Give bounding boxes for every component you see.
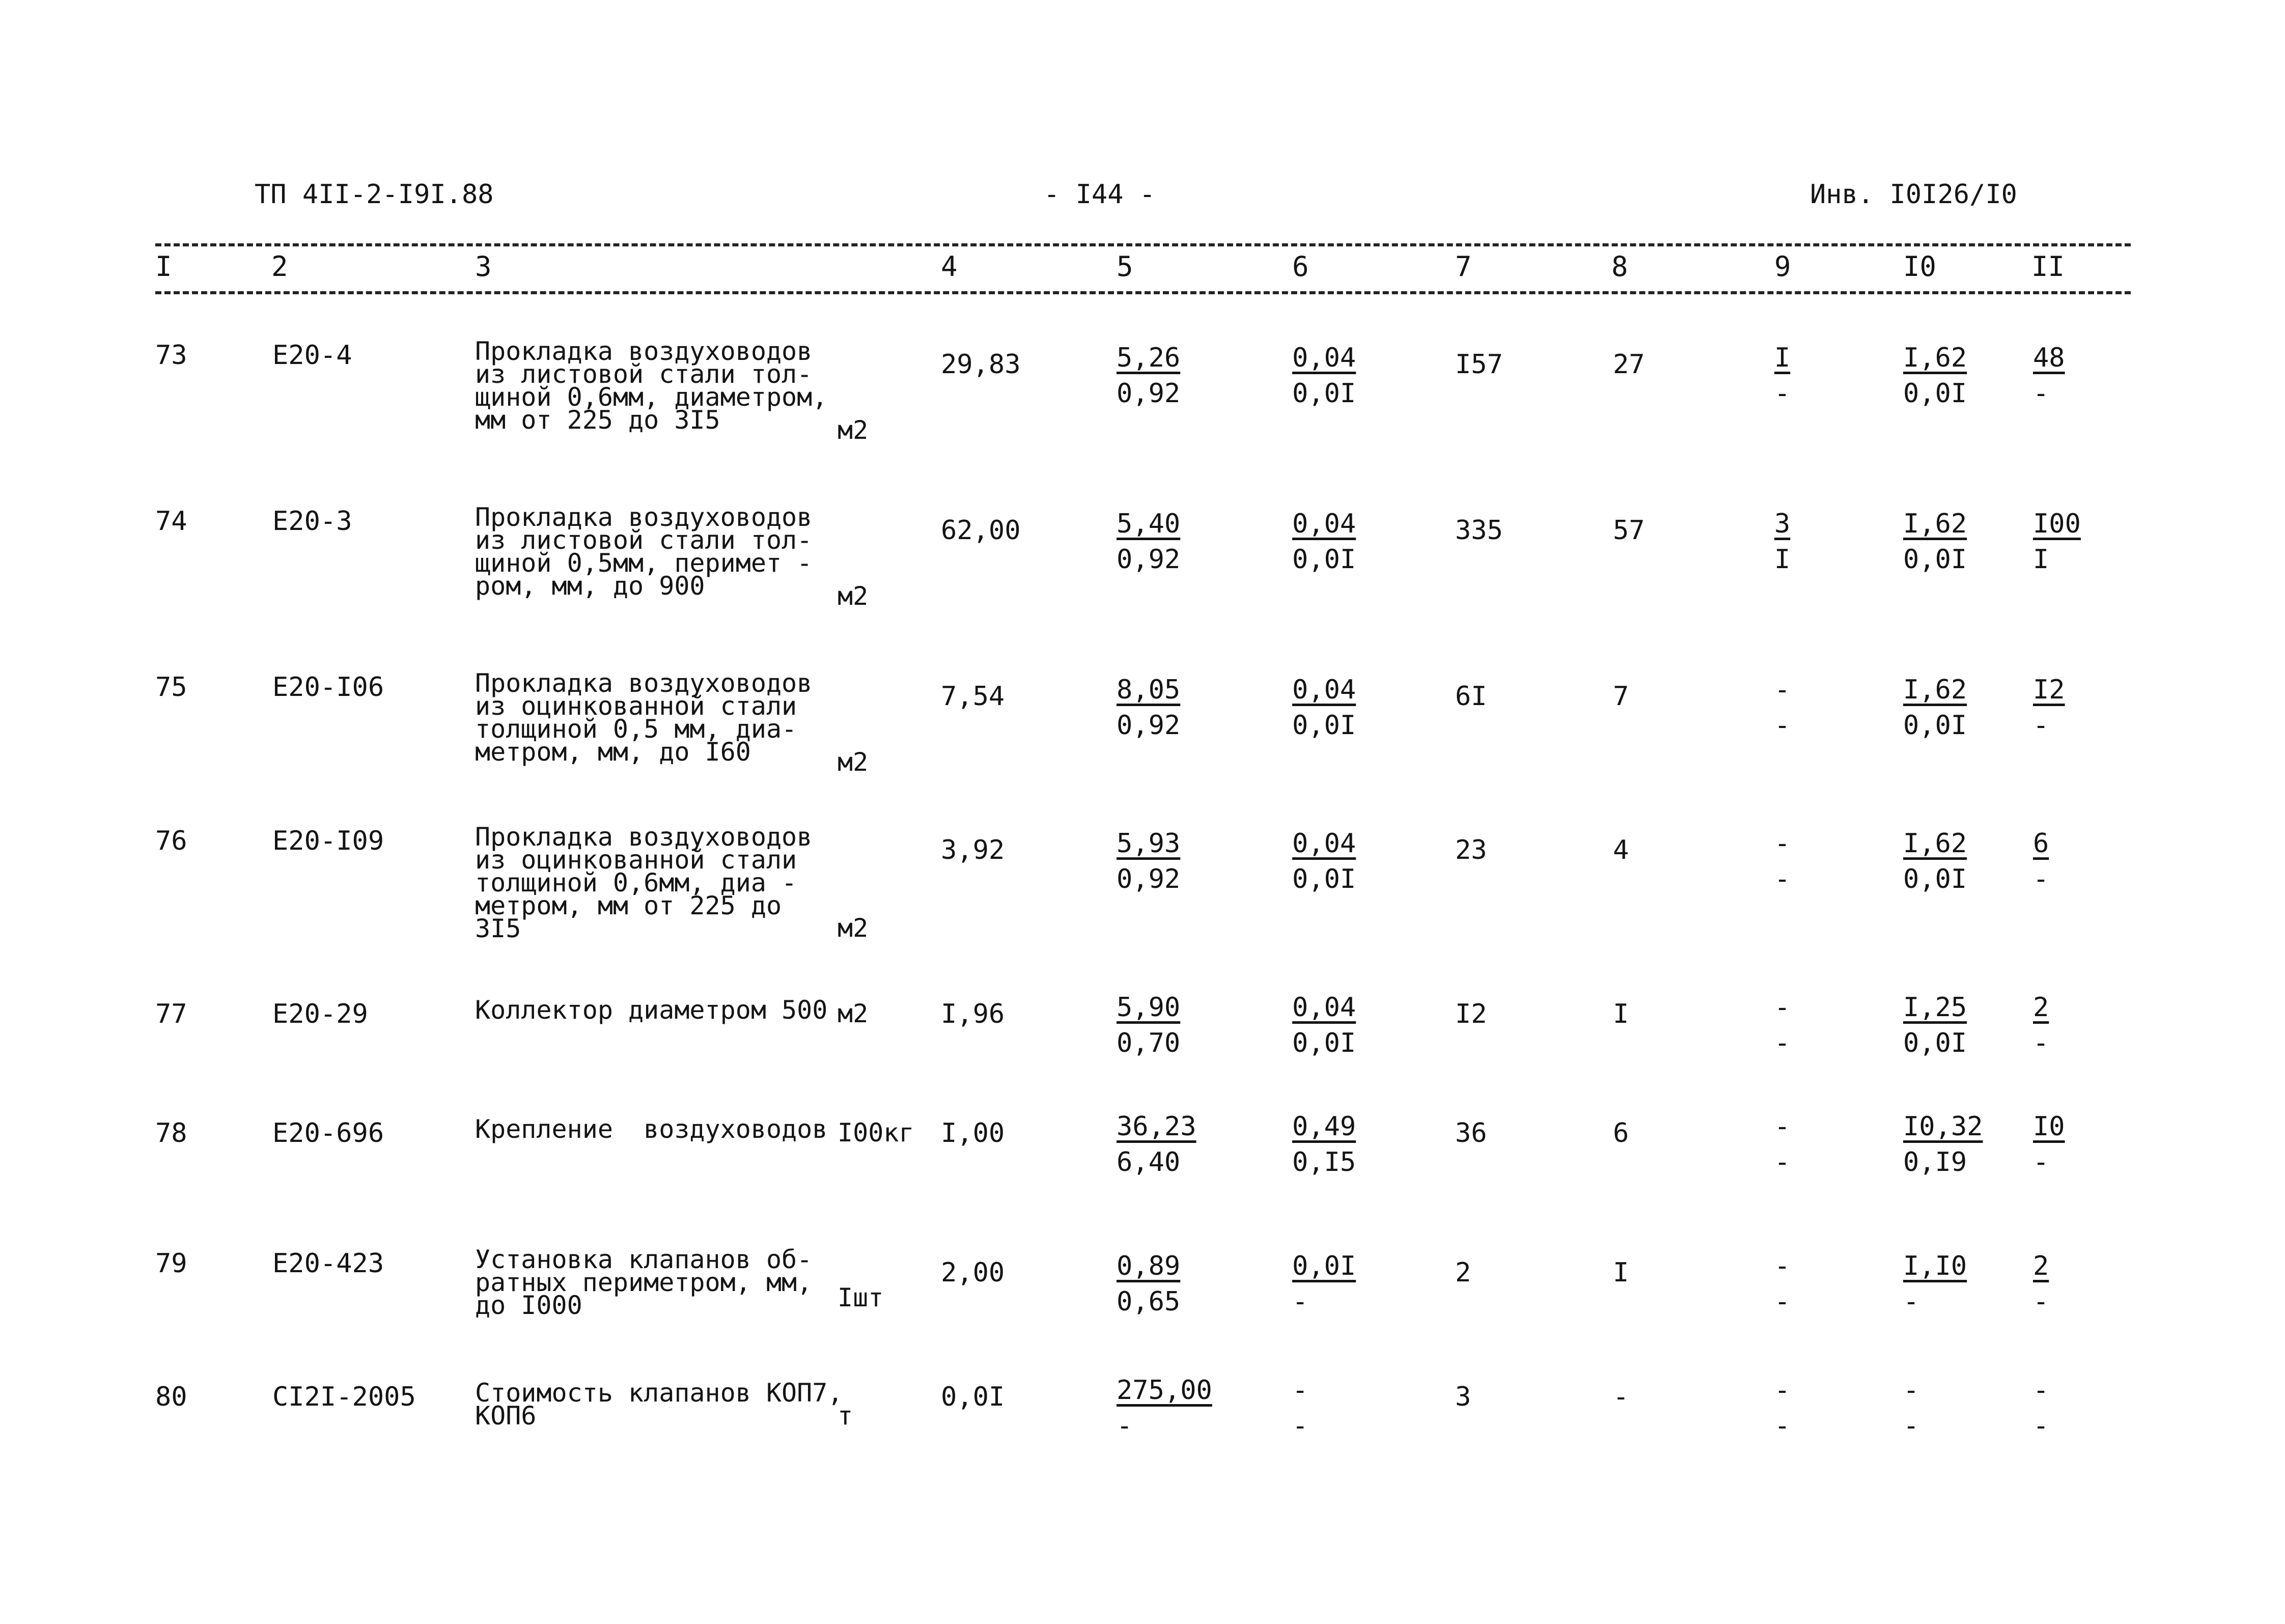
work-description: Прокладка воздуховодов из оцинкованной стали толщиной 0,6мм, диа - метром, мм от 225 до 3I5 — [475, 822, 813, 943]
quantity: 29,83 — [941, 349, 1021, 380]
unit-cost — [1117, 1111, 1196, 1178]
col7-value: 23 — [1455, 835, 1487, 865]
unit-cost — [1117, 992, 1180, 1059]
unit-of-measure: м2 — [838, 415, 869, 445]
col8-value: I — [1613, 1257, 1629, 1288]
col11-value-denominator: I — [2033, 544, 2049, 575]
unit-cost-numerator: 275,00 — [1117, 1375, 1212, 1406]
col11-value-denominator: - — [2033, 864, 2049, 894]
col7-value: I2 — [1455, 999, 1487, 1029]
col9-value-numerator: - — [1774, 1111, 1791, 1142]
col8-value: 6 — [1613, 1118, 1629, 1149]
work-description: Стоимость клапанов КОП7, КОП6 — [475, 1378, 843, 1431]
unit-cost-numerator: 5,93 — [1117, 828, 1181, 859]
unit-cost — [1117, 828, 1180, 895]
col9-value-denominator: - — [1774, 864, 1791, 894]
col11-value-denominator: - — [2033, 1411, 2049, 1441]
col10-value-denominator: 0,0I — [1903, 544, 1967, 575]
unit-cost-denominator: 6,40 — [1117, 1147, 1181, 1178]
unit-cost — [1117, 1375, 1212, 1442]
work-description: Прокладка воздуховодов из листовой стали тол- щиной 0,5мм, перимет - ром, мм, до 900 — [475, 502, 813, 601]
work-description: Крепление воздуховодов — [475, 1114, 828, 1144]
col6-value — [1292, 828, 1356, 895]
col6-value-numerator: 0,49 — [1292, 1111, 1356, 1142]
col9-value-denominator: - — [1774, 1147, 1791, 1178]
col11-value-numerator: 2 — [2033, 992, 2049, 1023]
col11-value-numerator: 48 — [2033, 343, 2065, 373]
col7-value: 36 — [1455, 1118, 1487, 1149]
col11-value-denominator: - — [2033, 1028, 2049, 1058]
col9-value-denominator: - — [1774, 1411, 1791, 1441]
col11-value-denominator: - — [2033, 1147, 2049, 1178]
col6-value-numerator: 0,04 — [1292, 509, 1356, 539]
col6-value — [1292, 342, 1356, 409]
col10-value — [1903, 992, 1967, 1059]
col6-value-denominator: 0,0I — [1292, 544, 1356, 575]
row-number: 79 — [155, 1248, 187, 1279]
col10-value-numerator: I,62 — [1903, 509, 1967, 539]
page-number: - I44 - — [1044, 179, 1156, 210]
col-10-header: I0 — [1903, 250, 1937, 283]
col6-value — [1292, 1375, 1308, 1442]
row-number: 74 — [155, 506, 187, 537]
col8-value: 57 — [1613, 515, 1645, 546]
quantity: I,96 — [941, 999, 1005, 1029]
rate-code: Е20-4 — [272, 340, 352, 371]
col10-value-denominator: 0,0I — [1903, 710, 1967, 741]
col-5-header: 5 — [1117, 250, 1133, 283]
col-7-header: 7 — [1455, 250, 1472, 283]
col11-value — [2033, 674, 2065, 741]
col8-value: 27 — [1613, 349, 1645, 380]
unit-cost-denominator: 0,92 — [1117, 864, 1181, 894]
col9-value-denominator: - — [1774, 378, 1791, 409]
unit-cost-denominator: 0,65 — [1117, 1286, 1181, 1317]
col6-value-numerator: 0,04 — [1292, 675, 1356, 705]
unit-cost — [1117, 508, 1180, 575]
unit-cost-denominator: 0,92 — [1117, 710, 1181, 741]
row-number: 80 — [155, 1382, 187, 1412]
unit-of-measure: м2 — [838, 999, 869, 1028]
unit-cost-numerator: 0,89 — [1117, 1251, 1181, 1281]
work-description: Прокладка воздуховодов из листовой стали тол- щиной 0,6мм, диаметром, мм от 225 до 3I5 — [475, 337, 828, 435]
unit-of-measure: Iшт — [838, 1283, 884, 1312]
unit-cost-denominator: 0,70 — [1117, 1028, 1181, 1058]
col6-value-denominator: - — [1292, 1411, 1308, 1441]
header-rule-top — [155, 243, 2131, 246]
col10-value-numerator: I,62 — [1903, 675, 1967, 705]
col6-value-denominator: 0,0I — [1292, 1028, 1356, 1058]
unit-cost — [1117, 674, 1180, 741]
unit-cost-numerator: 36,23 — [1117, 1111, 1196, 1142]
col9-value — [1774, 992, 1790, 1059]
col-8-header: 8 — [1611, 250, 1628, 283]
unit-cost-numerator: 5,90 — [1117, 992, 1181, 1023]
quantity: 0,0I — [941, 1382, 1005, 1412]
col7-value: 335 — [1455, 515, 1503, 546]
unit-cost — [1117, 342, 1180, 409]
col6-value-denominator: 0,0I — [1292, 710, 1356, 741]
col11-value — [2033, 1250, 2049, 1318]
unit-cost-denominator: 0,92 — [1117, 544, 1181, 575]
col10-value — [1903, 1375, 1919, 1442]
col9-value — [1774, 508, 1790, 575]
work-description: Прокладка воздуховодов из оцинкованной стали толщиной 0,5 мм, диа- метром, мм, до I60 — [475, 668, 813, 767]
col6-value-denominator: - — [1292, 1286, 1308, 1317]
col-11-header: II — [2031, 250, 2065, 283]
col8-value: 4 — [1613, 835, 1629, 865]
col6-value-numerator: 0,04 — [1292, 828, 1356, 859]
col6-value-denominator: 0,I5 — [1292, 1147, 1356, 1178]
col10-value — [1903, 828, 1967, 895]
col9-value — [1774, 1111, 1790, 1178]
col9-value-denominator: - — [1774, 1028, 1791, 1058]
col11-value-numerator: 2 — [2033, 1251, 2049, 1281]
unit-of-measure: м2 — [838, 913, 869, 943]
col7-value: 6I — [1455, 681, 1487, 712]
unit-cost-denominator: 0,92 — [1117, 378, 1181, 409]
col9-value-denominator: - — [1774, 1286, 1791, 1317]
rate-code: СI2I-2005 — [272, 1382, 416, 1412]
rate-code: Е20-29 — [272, 999, 368, 1029]
row-number: 75 — [155, 672, 187, 703]
col10-value-numerator: I,62 — [1903, 828, 1967, 859]
unit-cost-numerator: 5,40 — [1117, 509, 1181, 539]
col10-value-denominator: 0,I9 — [1903, 1147, 1967, 1178]
col9-value-numerator: I — [1774, 343, 1791, 373]
col6-value — [1292, 1250, 1356, 1318]
document-code: ТП 4II-2-I9I.88 — [255, 179, 494, 210]
unit-of-measure: м2 — [838, 581, 869, 611]
col-4-header: 4 — [941, 250, 958, 283]
col10-value-numerator: - — [1903, 1375, 1919, 1406]
quantity: 7,54 — [941, 681, 1005, 712]
col6-value-denominator: 0,0I — [1292, 864, 1356, 894]
unit-cost-numerator: 5,26 — [1117, 343, 1181, 373]
col9-value — [1774, 1375, 1790, 1442]
col10-value — [1903, 342, 1967, 409]
col10-value-denominator: 0,0I — [1903, 864, 1967, 894]
col11-value — [2033, 828, 2049, 895]
col9-value-numerator: - — [1774, 675, 1791, 705]
col6-value — [1292, 992, 1356, 1059]
col10-value-denominator: - — [1903, 1286, 1919, 1317]
unit-of-measure: I00кг — [838, 1118, 914, 1147]
row-number: 77 — [155, 999, 187, 1029]
col-1-header: I — [155, 250, 172, 283]
col8-value: I — [1613, 999, 1629, 1029]
unit-of-measure: т — [838, 1401, 853, 1431]
col9-value-numerator: - — [1774, 992, 1791, 1023]
col6-value-numerator: 0,0I — [1292, 1251, 1356, 1281]
col11-value-numerator: 6 — [2033, 828, 2049, 859]
col11-value-denominator: - — [2033, 378, 2049, 409]
col9-value — [1774, 342, 1790, 409]
col7-value: I57 — [1455, 349, 1503, 380]
col10-value-denominator: 0,0I — [1903, 378, 1967, 409]
quantity: 62,00 — [941, 515, 1021, 546]
col10-value-numerator: I,I0 — [1903, 1251, 1967, 1281]
col10-value — [1903, 1250, 1967, 1318]
col-3-header: 3 — [475, 250, 492, 283]
col6-value — [1292, 1111, 1356, 1178]
rate-code: Е20-3 — [272, 506, 352, 537]
col9-value — [1774, 1250, 1790, 1318]
col11-value-numerator: I00 — [2033, 509, 2081, 539]
col11-value-denominator: - — [2033, 710, 2049, 741]
header-rule-bottom — [155, 291, 2131, 294]
col6-value-denominator: 0,0I — [1292, 378, 1356, 409]
col10-value — [1903, 674, 1967, 741]
rate-code: Е20-696 — [272, 1118, 384, 1149]
col9-value-numerator: - — [1774, 1251, 1791, 1281]
col11-value-numerator: - — [2033, 1375, 2049, 1406]
unit-cost — [1117, 1250, 1180, 1318]
col6-value-numerator: 0,04 — [1292, 343, 1356, 373]
col10-value-numerator: I,62 — [1903, 343, 1967, 373]
col9-value — [1774, 828, 1790, 895]
col7-value: 2 — [1455, 1257, 1471, 1288]
col6-value — [1292, 508, 1356, 575]
col10-value — [1903, 508, 1967, 575]
inventory-number: Инв. I0I26/I0 — [1810, 179, 2017, 210]
row-number: 73 — [155, 340, 187, 371]
col10-value-numerator: I0,32 — [1903, 1111, 1983, 1142]
work-description: Установка клапанов об- ратных периметром, мм, до I000 — [475, 1245, 813, 1320]
col11-value — [2033, 342, 2065, 409]
col9-value-numerator: - — [1774, 828, 1791, 859]
col10-value-denominator: - — [1903, 1411, 1919, 1441]
col10-value — [1903, 1111, 1983, 1178]
col11-value-numerator: I0 — [2033, 1111, 2065, 1142]
col6-value — [1292, 674, 1356, 741]
col11-value-denominator: - — [2033, 1286, 2049, 1317]
col9-value-denominator: - — [1774, 710, 1791, 741]
rate-code: Е20-I09 — [272, 826, 384, 856]
col8-value: - — [1613, 1382, 1629, 1412]
unit-cost-numerator: 8,05 — [1117, 675, 1181, 705]
rate-code: Е20-423 — [272, 1248, 384, 1279]
col11-value — [2033, 992, 2049, 1059]
col10-value-numerator: I,25 — [1903, 992, 1967, 1023]
col11-value — [2033, 1111, 2065, 1178]
col9-value-numerator: - — [1774, 1375, 1791, 1406]
quantity: 3,92 — [941, 835, 1005, 865]
col6-value-numerator: - — [1292, 1375, 1308, 1406]
col6-value-numerator: 0,04 — [1292, 992, 1356, 1023]
unit-cost-denominator: - — [1117, 1411, 1133, 1441]
col-9-header: 9 — [1774, 250, 1791, 283]
col9-value-denominator: I — [1774, 544, 1791, 575]
row-number: 76 — [155, 826, 187, 856]
col11-value — [2033, 508, 2081, 575]
rate-code: Е20-I06 — [272, 672, 384, 703]
unit-of-measure: м2 — [838, 747, 869, 777]
col11-value-numerator: I2 — [2033, 675, 2065, 705]
col11-value — [2033, 1375, 2049, 1442]
col7-value: 3 — [1455, 1382, 1471, 1412]
col-2-header: 2 — [271, 250, 288, 283]
col8-value: 7 — [1613, 681, 1629, 712]
row-number: 78 — [155, 1118, 187, 1149]
col9-value-numerator: 3 — [1774, 509, 1791, 539]
col9-value — [1774, 674, 1790, 741]
col-6-header: 6 — [1292, 250, 1309, 283]
quantity: 2,00 — [941, 1257, 1005, 1288]
col10-value-denominator: 0,0I — [1903, 1028, 1967, 1058]
quantity: I,00 — [941, 1118, 1005, 1149]
work-description: Коллектор диаметром 500 — [475, 995, 828, 1025]
